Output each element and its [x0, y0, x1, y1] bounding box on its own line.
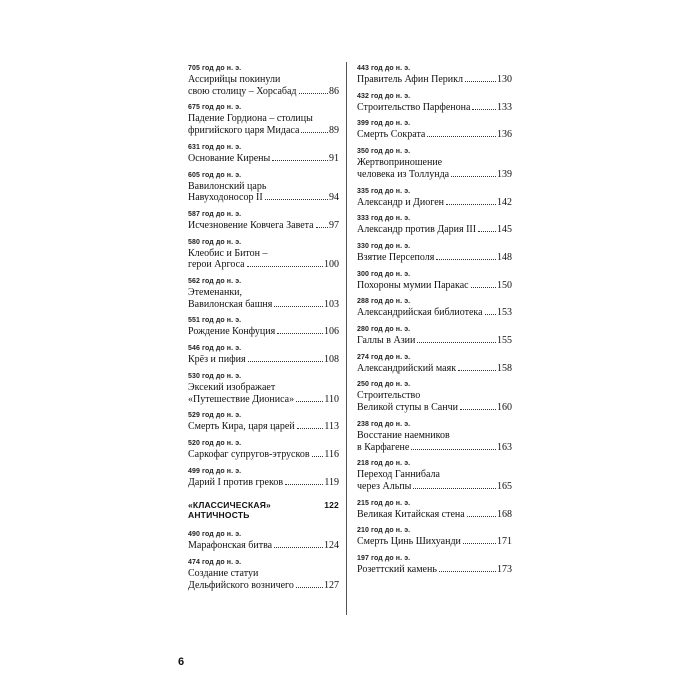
entry-date: 605 год до н. э.	[188, 171, 242, 179]
entry-date: 288 год до н. э.	[357, 298, 411, 306]
toc-entry[interactable]	[357, 353, 512, 375]
entry-page-number: 136	[497, 129, 512, 141]
dot-leader	[460, 409, 496, 410]
toc-entry[interactable]	[188, 238, 339, 271]
dot-leader	[272, 160, 328, 161]
entry-page-number: 153	[497, 307, 512, 319]
entry-title-text: Навуходоносор II	[188, 192, 263, 204]
entry-title-last-line	[188, 354, 339, 366]
entry-title-text: свою столицу – Хорсабад	[188, 85, 297, 97]
section-title: «КЛАССИЧЕСКАЯ» АНТИЧНОСТЬ	[188, 500, 271, 521]
entry-title-last-line	[357, 509, 512, 521]
entry-page-number: 155	[497, 335, 512, 347]
entry-title-text: Смерть Цинь Шихуанди	[357, 536, 461, 548]
entry-title-text: Строительство Парфенона	[357, 101, 471, 113]
entry-page-number: 160	[497, 402, 512, 414]
entry-date: 335 год до н. э.	[357, 187, 411, 195]
entry-title-line: Переход Ганнибала	[357, 469, 440, 481]
entry-page-number: 150	[497, 279, 512, 291]
column-divider	[346, 62, 347, 615]
toc-entry[interactable]	[188, 439, 339, 461]
entry-page-number: 165	[497, 480, 512, 492]
dot-leader	[458, 370, 496, 371]
entry-title-text: Исчезновение Ковчега Завета	[188, 219, 314, 231]
entry-page-number: 148	[497, 251, 512, 263]
entry-page-number: 124	[324, 540, 339, 552]
dot-leader	[446, 204, 496, 205]
entry-title-line: Этеменанки,	[188, 287, 243, 299]
toc-entry[interactable]	[188, 467, 339, 489]
entry-title-last-line	[357, 129, 512, 141]
entry-date: 546 год до н. э.	[188, 345, 242, 353]
entry-title-last-line	[188, 477, 339, 489]
entry-page-number: 97	[329, 219, 339, 231]
entry-title-last-line	[188, 540, 339, 552]
entry-title-text: Дарий I против греков	[188, 476, 284, 488]
entry-page-number: 158	[497, 362, 512, 374]
toc-entry[interactable]	[188, 558, 339, 591]
entry-date: 274 год до н. э.	[357, 353, 411, 361]
entry-title-last-line	[188, 153, 339, 165]
entry-title-line: Эксекий изображает	[188, 381, 276, 393]
entry-title-last-line	[357, 442, 512, 454]
entry-title-text: Дельфийского возничего	[188, 579, 294, 591]
toc-entry[interactable]	[357, 526, 512, 548]
toc-entry[interactable]	[188, 103, 339, 136]
toc-entry[interactable]	[357, 187, 512, 209]
entry-title-text: Вавилонская башня	[188, 298, 273, 310]
entry-page-number: 127	[324, 579, 339, 591]
dot-leader	[451, 176, 496, 177]
dot-leader	[417, 342, 496, 343]
dot-leader	[472, 109, 496, 110]
dot-leader	[274, 547, 323, 548]
entry-date: 705 год до н. э.	[188, 65, 242, 72]
entry-title-text: Правитель Афин Перикл	[357, 74, 463, 85]
entry-page-number: 89	[329, 125, 339, 137]
entry-date: 499 год до н. э.	[188, 467, 242, 475]
entry-title-line: Падение Гордиона – столицы	[188, 113, 313, 125]
entry-page-number: 163	[497, 441, 512, 453]
entry-title-text: Великой ступы в Санчи	[357, 402, 458, 414]
entry-title-last-line	[188, 449, 339, 461]
toc-entry[interactable]	[188, 143, 339, 165]
entry-title-line: Ассирийцы покинули	[188, 74, 281, 85]
entry-title-last-line	[357, 74, 512, 86]
entry-page-number: 86	[329, 85, 339, 97]
entry-date: 631 год до н. э.	[188, 143, 242, 151]
entry-title-line: Восстание наемников	[357, 429, 450, 441]
toc-entry[interactable]	[357, 92, 512, 114]
entry-title-line: Строительство	[357, 390, 421, 402]
entry-title-last-line	[357, 197, 512, 209]
entry-date: 300 год до н. э.	[357, 270, 411, 278]
dot-leader	[265, 199, 328, 200]
entry-date: 210 год до н. э.	[357, 527, 411, 535]
entry-page-number: 139	[497, 168, 512, 180]
entry-date: 399 год до н. э.	[357, 120, 411, 128]
entry-title-text: герои Аргоса	[188, 259, 245, 271]
entry-date: 333 год до н. э.	[357, 215, 411, 223]
entry-page-number: 106	[324, 326, 339, 338]
entry-title-last-line	[188, 299, 339, 311]
entry-page-number: 113	[324, 421, 339, 433]
entry-page-number: 94	[329, 192, 339, 204]
entry-page-number: 103	[324, 298, 339, 310]
entry-page-number: 116	[324, 448, 339, 460]
entry-title-text: Александрийский маяк	[357, 362, 457, 374]
entry-title-text: Взятие Персеполя	[357, 251, 435, 263]
entry-page-number: 130	[497, 74, 512, 85]
dot-leader	[274, 306, 323, 307]
dot-leader	[478, 231, 496, 232]
entry-title-last-line	[357, 102, 512, 114]
entry-page-number: 171	[497, 536, 512, 548]
entry-date: 530 год до н. э.	[188, 372, 242, 380]
entry-title-last-line	[357, 536, 512, 548]
toc-entry[interactable]	[188, 64, 339, 97]
toc-entry[interactable]	[357, 380, 512, 413]
toc-entry[interactable]	[188, 210, 339, 232]
entry-title-last-line	[357, 252, 512, 264]
entry-title-text: Крёз и пифия	[188, 354, 246, 366]
entry-date: 197 год до н. э.	[357, 555, 411, 563]
dot-leader	[299, 93, 328, 94]
entry-date: 350 год до н. э.	[357, 148, 411, 156]
entry-title-last-line	[357, 335, 512, 347]
entry-title-text: Александр против Дария III	[357, 224, 477, 236]
entry-date: 562 год до н. э.	[188, 278, 242, 286]
entry-title-text: человека из Толлунда	[357, 168, 450, 180]
entry-date: 520 год до н. э.	[188, 439, 242, 447]
toc-entry[interactable]	[357, 64, 512, 86]
section-page-number: 122	[324, 500, 339, 511]
dot-leader	[471, 287, 496, 288]
dot-leader	[316, 227, 328, 228]
toc-entry[interactable]	[357, 420, 512, 453]
dot-leader	[247, 266, 323, 267]
dot-leader	[413, 488, 496, 489]
entry-title-text: Саркофаг супругов-этрусков	[188, 448, 310, 460]
entry-title-text: Великая Китайская стена	[357, 508, 465, 520]
entry-page-number: 110	[324, 393, 339, 405]
entry-title-last-line	[188, 326, 339, 338]
entry-date: 490 год до н. э.	[188, 531, 242, 539]
dot-leader	[467, 516, 496, 517]
entry-date: 432 год до н. э.	[357, 92, 411, 100]
toc-right-column	[357, 64, 512, 582]
entry-title-text: Александр и Диоген	[357, 196, 444, 208]
entry-title-last-line	[357, 481, 512, 493]
toc-entry[interactable]	[188, 411, 339, 433]
dot-leader	[427, 136, 496, 137]
entry-title-line: Вавилонский царь	[188, 180, 267, 192]
entry-title-last-line	[188, 580, 339, 592]
toc-entry[interactable]	[357, 297, 512, 319]
entry-title-last-line	[188, 259, 339, 271]
entry-title-line: Создание статуи	[188, 568, 259, 580]
toc-entry[interactable]	[357, 270, 512, 292]
entry-title-last-line	[188, 220, 339, 232]
dot-leader	[411, 449, 496, 450]
toc-entry[interactable]	[357, 325, 512, 347]
entry-title-text: Смерть Сократа	[357, 129, 426, 141]
entry-page-number: 142	[497, 196, 512, 208]
entry-date: 218 год до н. э.	[357, 460, 411, 468]
entry-page-number: 119	[324, 476, 339, 488]
toc-entry[interactable]	[357, 214, 512, 236]
entry-title-last-line	[357, 564, 512, 576]
entry-title-text: Рождение Конфуция	[188, 326, 276, 338]
entry-title-last-line	[188, 192, 339, 204]
entry-date: 580 год до н. э.	[188, 238, 242, 246]
toc-entry[interactable]	[188, 316, 339, 338]
entry-title-last-line	[357, 224, 512, 236]
toc-entry[interactable]	[188, 344, 339, 366]
entry-date: 443 год до н. э.	[357, 65, 411, 72]
entry-title-text: фригийского царя Мидаса	[188, 125, 300, 137]
toc-entry[interactable]	[188, 171, 339, 204]
entry-title-text: Розеттский камень	[357, 564, 437, 576]
toc-entry[interactable]	[357, 459, 512, 492]
entry-title-last-line	[188, 394, 339, 406]
entry-date: 675 год до н. э.	[188, 104, 242, 112]
entry-title-text: Смерть Кира, царя царей	[188, 421, 295, 433]
dot-leader	[436, 259, 496, 260]
entry-title-last-line	[357, 363, 512, 375]
dot-leader	[439, 571, 496, 572]
entry-page-number: 100	[324, 259, 339, 271]
dot-leader	[301, 132, 328, 133]
entry-title-line: Жертвоприношение	[357, 157, 443, 169]
dot-leader	[285, 484, 323, 485]
entry-date: 280 год до н. э.	[357, 326, 411, 334]
dot-leader	[296, 401, 323, 402]
toc-entry[interactable]	[188, 277, 339, 310]
entry-title-text: через Альпы	[357, 480, 412, 492]
entry-title-text: Основание Кирены	[188, 152, 271, 164]
entry-page-number: 168	[497, 508, 512, 520]
dot-leader	[277, 333, 323, 334]
dot-leader	[465, 81, 496, 82]
entry-date: 238 год до н. э.	[357, 420, 411, 428]
entry-date: 330 год до н. э.	[357, 242, 411, 250]
toc-entry[interactable]	[188, 372, 339, 405]
dot-leader	[463, 543, 496, 544]
toc-entry[interactable]	[357, 147, 512, 180]
dot-leader	[485, 314, 496, 315]
entry-title-text: «Путешествие Диониса»	[188, 393, 295, 405]
entry-date: 587 год до н. э.	[188, 210, 242, 218]
entry-title-text: в Карфагене	[357, 441, 410, 453]
entry-page-number: 133	[497, 101, 512, 113]
entry-title-text: Александрийская библиотека	[357, 307, 483, 319]
entry-title-last-line	[357, 280, 512, 292]
page-number: 6	[178, 656, 185, 668]
dot-leader	[248, 361, 323, 362]
entry-title-text: Похороны мумии Паракас	[357, 279, 469, 291]
entry-date: 474 год до н. э.	[188, 559, 242, 567]
toc-entry[interactable]	[357, 119, 512, 141]
entry-title-last-line	[188, 86, 339, 98]
toc-entry[interactable]	[357, 554, 512, 576]
entry-date: 529 год до н. э.	[188, 412, 242, 420]
entry-title-last-line	[188, 125, 339, 137]
entry-title-last-line	[357, 402, 512, 414]
dot-leader	[297, 428, 324, 429]
section-heading[interactable]	[188, 500, 339, 520]
toc-entry[interactable]	[357, 242, 512, 264]
dot-leader	[296, 587, 323, 588]
entry-title-last-line	[357, 169, 512, 181]
toc-entry[interactable]	[188, 530, 339, 552]
toc-left-column	[188, 64, 339, 597]
entry-title-line: Клеобис и Битон –	[188, 247, 268, 259]
entry-page-number: 108	[324, 354, 339, 366]
entry-title-text: Марафонская битва	[188, 540, 273, 552]
entry-date: 250 год до н. э.	[357, 381, 411, 389]
entry-title-last-line	[188, 421, 339, 433]
entry-page-number: 173	[497, 564, 512, 576]
entry-title-text: Галлы в Азии	[357, 335, 416, 347]
entry-title-last-line	[357, 307, 512, 319]
toc-entry[interactable]	[357, 499, 512, 521]
dot-leader	[312, 456, 324, 457]
entry-date: 551 год до н. э.	[188, 317, 242, 325]
entry-date: 215 год до н. э.	[357, 499, 411, 507]
entry-page-number: 145	[497, 224, 512, 236]
entry-page-number: 91	[329, 152, 339, 164]
